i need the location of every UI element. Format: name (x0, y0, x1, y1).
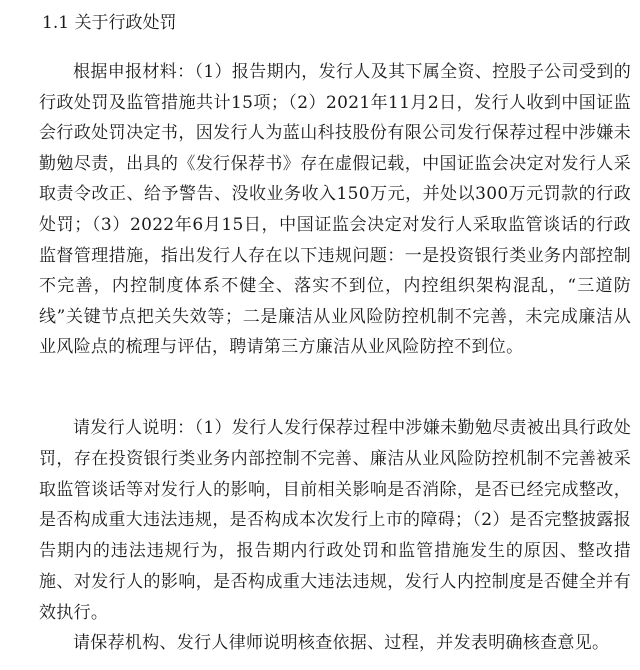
paragraph-request-sponsor: 请保荐机构、发行人律师说明核查依据、过程，并发表明确核查意见。 (73, 633, 610, 653)
paragraph-request-issuer: 请发行人说明：（1）发行人发行保荐过程中涉嫌未勤勉尽责被出具行政处罚，存在投资银行类业务内部控制不完善、廉洁从业风险防控机制不完善被采取监管谈话等对发行人的影响，目前相关影响是否消除，是否已经完成整改，是否构成重大违法违规，是否构成本次发行上市的障碍；（2）是否完整披露报告期内的违法违规行为，报告期内行政处罚和监管措施发生的原因、整改措施、对发行人的影响，是否构成重大违法违规，发行人内控制度是否健全并有效执行。 (39, 418, 631, 623)
section-heading: 1.1 关于行政处罚 (42, 13, 177, 33)
paragraph-background: 根据申报材料：（1）报告期内，发行人及其下属全资、控股子公司受到的行政处罚及监管措施共计15项；（2）2021年11月2日，发行人收到中国证监会行政处罚决定书，因发行人为蓝山科技股份有限公司发行保荐过程中涉嫌未勤勉尽责，出具的《发行保荐书》存在虚假记载，中国证监会决定对发行人采取责令改正、给予警告、没收业务收入150万元，并处以300万元罚款的行政处罚；（3）2022年6月15日，中国证监会决定对发行人采取监管谈话的行政监督管理措施，指出发行人存在以下违规问题：一是投资银行类业务内部控制不完善，内控制度体系不健全、落实不到位，内控组织架构混乱，“三道防线”关键节点把关失效等；二是廉洁从业风险防控机制不完善，未完成廉洁从业风险点的梳理与评估，聘请第三方廉洁从业风险防控不到位。 (39, 62, 631, 358)
